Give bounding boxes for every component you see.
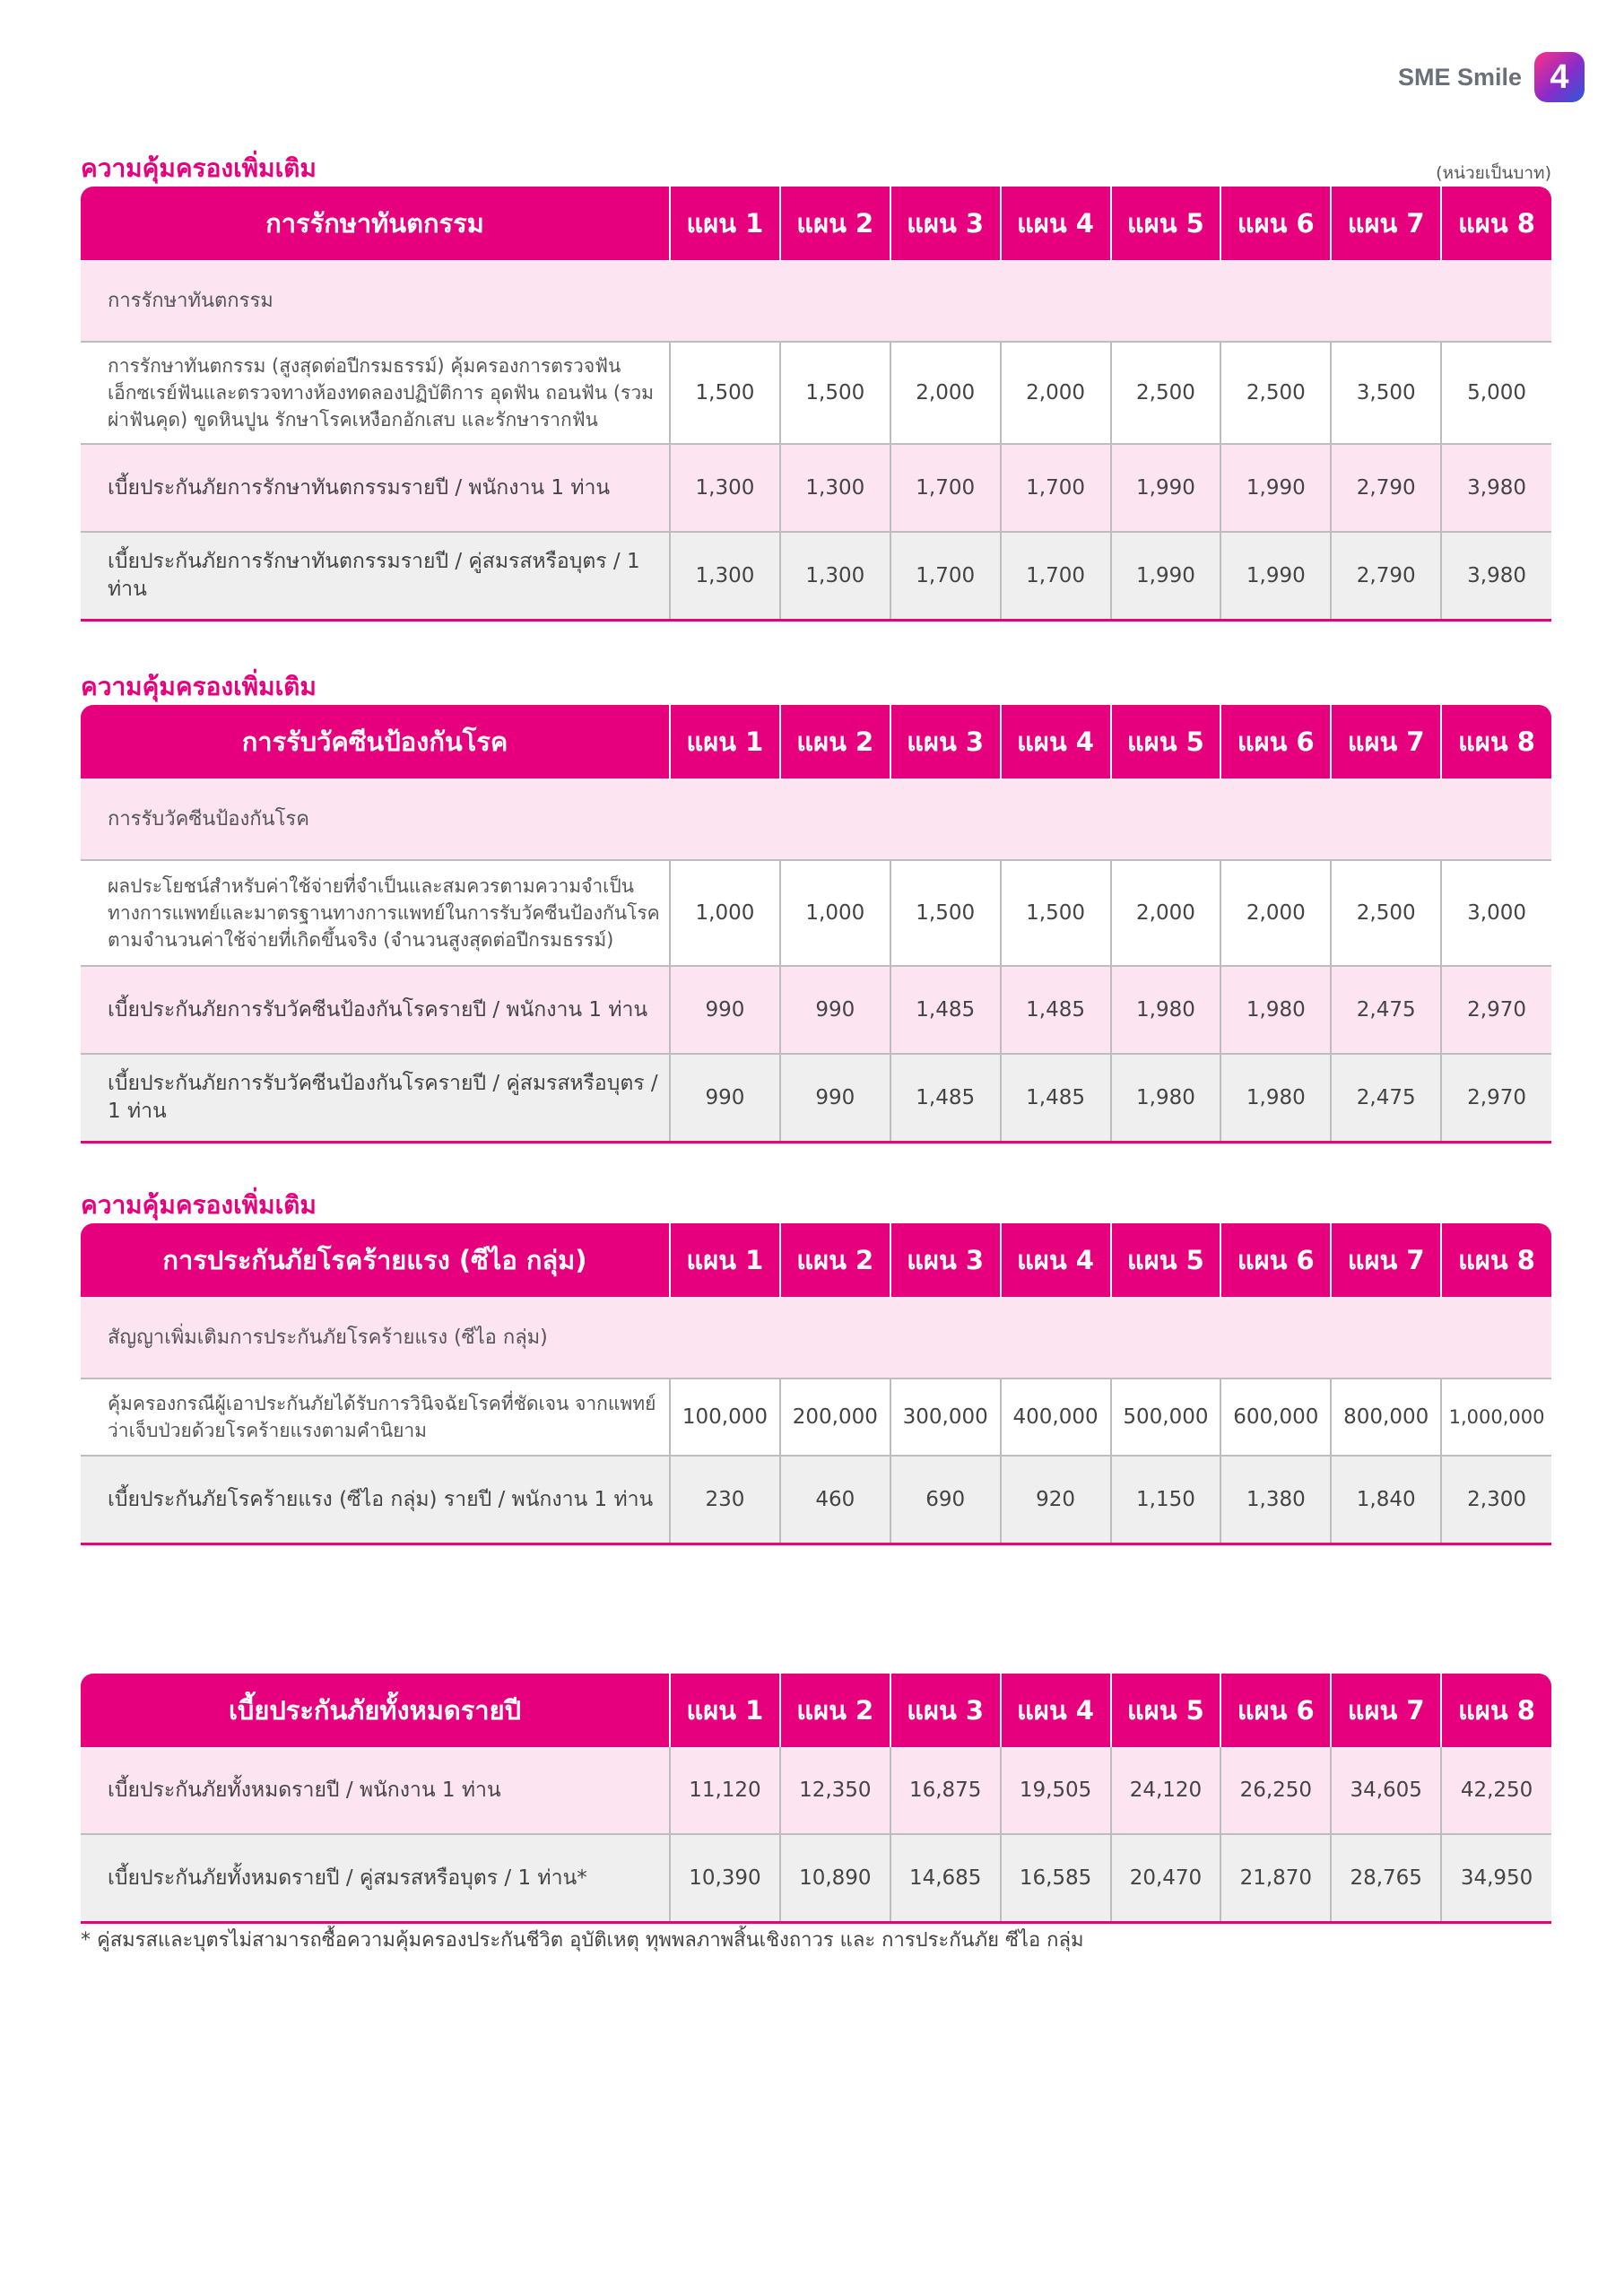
- plan-header: แผน 5: [1111, 1674, 1221, 1747]
- table-cell: 990: [780, 966, 890, 1054]
- table-cell: 2,475: [1331, 1054, 1441, 1143]
- table-cell: 12,350: [780, 1747, 890, 1834]
- plan-header: แผน 4: [1001, 187, 1111, 260]
- table-cell: 20,470: [1111, 1834, 1221, 1923]
- brand-name: SME Smile: [1397, 63, 1522, 91]
- plan-header: แผน 6: [1220, 187, 1331, 260]
- plan-header: แผน 3: [890, 187, 1001, 260]
- premium-family-row: [81, 1054, 1551, 1143]
- plan-header: แผน 8: [1441, 187, 1551, 260]
- plan-header: แผน 2: [780, 187, 890, 260]
- table-cell: 11,120: [670, 1747, 780, 1834]
- table-cell: 1,700: [1001, 444, 1111, 532]
- table-cell: 16,585: [1001, 1834, 1111, 1923]
- table-cell: 1,500: [1001, 860, 1111, 966]
- table-cell: 300,000: [890, 1378, 1001, 1456]
- vaccine-table: [81, 705, 1551, 1144]
- table-cell: 1,700: [890, 444, 1001, 532]
- table-cell: 2,790: [1331, 532, 1441, 621]
- plan-header: แผน 1: [670, 187, 780, 260]
- table-cell: 1,700: [1001, 532, 1111, 621]
- table-cell: 2,500: [1331, 860, 1441, 966]
- table-cell: 2,500: [1220, 342, 1331, 444]
- coverage-label: การรักษาทันตกรรม (สูงสุดต่อปีกรมธรรม์) คุ้มครองการตรวจฟัน เอ็กซเรย์ฟันและตรวจทางห้องทดลองปฏิบัติการ อุดฟัน ถอนฟัน (รวมผ่าฟันคุด) ขูดหินปูน รักษาโรคเหงือกอักเสบ และรักษารากฟัน: [81, 342, 670, 444]
- plan-header: แผน 8: [1441, 1223, 1551, 1297]
- table-cell: 1,840: [1331, 1456, 1441, 1544]
- section-title: ความคุ้มครองเพิ่มเติม: [81, 672, 317, 701]
- premium-label: เบี้ยประกันภัยการรับวัคซีนป้องกันโรครายปี / พนักงาน 1 ท่าน: [81, 966, 670, 1054]
- table-cell: 460: [780, 1456, 890, 1544]
- table-cell: 1,500: [890, 860, 1001, 966]
- table-cell: 21,870: [1220, 1834, 1331, 1923]
- plan-header: แผน 5: [1111, 187, 1221, 260]
- table-cell: 10,390: [670, 1834, 780, 1923]
- footnote: * คู่สมรสและบุตรไม่สามารถซื้อความคุ้มครองประกันชีวิต อุบัติเหตุ ทุพพลภาพสิ้นเชิงถาวร และ การประกันภัย ซีไอ กลุ่ม: [81, 1929, 1084, 1952]
- plan-header: แผน 7: [1331, 1674, 1441, 1747]
- table-cell: 690: [890, 1456, 1001, 1544]
- table-cell: 1,485: [890, 966, 1001, 1054]
- coverage-row: [81, 1378, 1551, 1456]
- table-header-row: [81, 187, 1551, 260]
- table-cell: 2,000: [1001, 342, 1111, 444]
- table-cell: 34,605: [1331, 1747, 1441, 1834]
- plan-header: แผน 3: [890, 1223, 1001, 1297]
- table-cell: 1,000,000: [1441, 1378, 1551, 1456]
- table-cell: 1,000: [670, 860, 780, 966]
- plan-header: แผน 2: [780, 705, 890, 778]
- table-cell: 3,980: [1441, 444, 1551, 532]
- table-cell: 600,000: [1220, 1378, 1331, 1456]
- table-cell: 1,500: [780, 342, 890, 444]
- table-cell: 1,000: [780, 860, 890, 966]
- table-cell: 2,970: [1441, 966, 1551, 1054]
- table-cell: 920: [1001, 1456, 1111, 1544]
- table-cell: 1,980: [1220, 1054, 1331, 1143]
- table-cell: 2,000: [1111, 860, 1221, 966]
- plan-header: แผน 6: [1220, 705, 1331, 778]
- table-cell: 1,380: [1220, 1456, 1331, 1544]
- table-header-row: [81, 1223, 1551, 1297]
- table-cell: 1,150: [1111, 1456, 1221, 1544]
- plan-header: แผน 7: [1331, 1223, 1441, 1297]
- table-cell: 1,700: [890, 532, 1001, 621]
- table-cell: 1,990: [1111, 444, 1221, 532]
- table-cell: 100,000: [670, 1378, 780, 1456]
- dental-table: [81, 187, 1551, 622]
- sub-header-label: การรักษาทันตกรรม: [81, 260, 1551, 342]
- table-cell: 990: [780, 1054, 890, 1143]
- table-cell: 1,485: [1001, 1054, 1111, 1143]
- plan-header: แผน 7: [1331, 187, 1441, 260]
- table-cell: 990: [670, 1054, 780, 1143]
- table-cell: 1,300: [670, 444, 780, 532]
- plan-header: แผน 2: [780, 1674, 890, 1747]
- table-cell: 500,000: [1111, 1378, 1221, 1456]
- premium-employee-row: [81, 966, 1551, 1054]
- plan-header: แผน 6: [1220, 1223, 1331, 1297]
- table-cell: 1,980: [1220, 966, 1331, 1054]
- table-cell: 16,875: [890, 1747, 1001, 1834]
- table-cell: 1,300: [780, 444, 890, 532]
- table-cell: 34,950: [1441, 1834, 1551, 1923]
- table-cell: 1,990: [1111, 532, 1221, 621]
- coverage-label: คุ้มครองกรณีผู้เอาประกันภัยได้รับการวินิจฉัยโรคที่ชัดเจน จากแพทย์ว่าเจ็บป่วยด้วยโรคร้ายแรงตามคำนิยาม: [81, 1378, 670, 1456]
- premium-label: เบี้ยประกันภัยทั้งหมดรายปี / พนักงาน 1 ท่าน: [81, 1747, 670, 1834]
- table-cell: 3,500: [1331, 342, 1441, 444]
- plan-header: แผน 8: [1441, 705, 1551, 778]
- total-premium-section: [81, 1674, 1551, 1924]
- sub-header-label: สัญญาเพิ่มเติมการประกันภัยโรคร้ายแรง (ซีไอ กลุ่ม): [81, 1297, 1551, 1378]
- plan-header: แผน 3: [890, 705, 1001, 778]
- table-cell: 1,980: [1111, 1054, 1221, 1143]
- premium-label: เบี้ยประกันภัยโรคร้ายแรง (ซีไอ กลุ่ม) รายปี / พนักงาน 1 ท่าน: [81, 1456, 670, 1544]
- table-cell: 230: [670, 1456, 780, 1544]
- table-cell: 1,990: [1220, 532, 1331, 621]
- table-cell: 2,000: [1220, 860, 1331, 966]
- premium-label: เบี้ยประกันภัยการรักษาทันตกรรมรายปี / พนักงาน 1 ท่าน: [81, 444, 670, 532]
- premium-label: เบี้ยประกันภัยการรับวัคซีนป้องกันโรครายปี / คู่สมรสหรือบุตร / 1 ท่าน: [81, 1054, 670, 1143]
- premium-family-row: [81, 1834, 1551, 1923]
- plan-header: แผน 6: [1220, 1674, 1331, 1747]
- table-cell: 2,790: [1331, 444, 1441, 532]
- plan-header: แผน 3: [890, 1674, 1001, 1747]
- section-title: ความคุ้มครองเพิ่มเติม: [81, 1190, 317, 1220]
- table-cell: 800,000: [1331, 1378, 1441, 1456]
- section-title: ความคุ้มครองเพิ่มเติม: [81, 153, 317, 183]
- sub-header-row: [81, 1297, 1551, 1378]
- vaccine-section: [81, 669, 1551, 1144]
- premium-employee-row: [81, 444, 1551, 532]
- critical-illness-table: [81, 1223, 1551, 1545]
- table-cell: 1,980: [1111, 966, 1221, 1054]
- plan-header: แผน 5: [1111, 1223, 1221, 1297]
- premium-employee-row: [81, 1747, 1551, 1834]
- sub-header-label: การรับวัคซีนป้องกันโรค: [81, 778, 1551, 860]
- table-cell: 990: [670, 966, 780, 1054]
- plan-header: แผน 1: [670, 1674, 780, 1747]
- coverage-label: ผลประโยชน์สำหรับค่าใช้จ่ายที่จำเป็นและสมควรตามความจำเป็น ทางการแพทย์และมาตรฐานทางการแพทย์ในการรับวัคซีนป้องกันโรค ตามจำนวนค่าใช้จ่ายที่เกิดขึ้นจริง (จำนวนสูงสุดต่อปีกรมธรรม์): [81, 860, 670, 966]
- table-cell: 28,765: [1331, 1834, 1441, 1923]
- plan-header: แผน 1: [670, 1223, 780, 1297]
- table-cell: 42,250: [1441, 1747, 1551, 1834]
- table-cell: 10,890: [780, 1834, 890, 1923]
- unit-note: (หน่วยเป็นบาท): [1436, 163, 1551, 183]
- sub-header-row: [81, 778, 1551, 860]
- table-cell: 2,300: [1441, 1456, 1551, 1544]
- plan-header: แผน 4: [1001, 1223, 1111, 1297]
- table-cell: 3,980: [1441, 532, 1551, 621]
- table-cell: 26,250: [1220, 1747, 1331, 1834]
- plan-header: แผน 1: [670, 705, 780, 778]
- premium-family-row: [81, 532, 1551, 621]
- table-cell: 2,475: [1331, 966, 1441, 1054]
- table-header-title: เบี้ยประกันภัยทั้งหมดรายปี: [81, 1674, 670, 1747]
- table-header-title: การประกันภัยโรคร้ายแรง (ซีไอ กลุ่ม): [81, 1223, 670, 1297]
- plan-header: แผน 2: [780, 1223, 890, 1297]
- table-cell: 19,505: [1001, 1747, 1111, 1834]
- premium-employee-row: [81, 1456, 1551, 1544]
- table-cell: 2,500: [1111, 342, 1221, 444]
- table-cell: 200,000: [780, 1378, 890, 1456]
- dental-section: [81, 151, 1551, 622]
- table-cell: 1,300: [670, 532, 780, 621]
- coverage-row: [81, 860, 1551, 966]
- plan-header: แผน 8: [1441, 1674, 1551, 1747]
- table-cell: 3,000: [1441, 860, 1551, 966]
- plan-header: แผน 4: [1001, 1674, 1111, 1747]
- plan-header: แผน 5: [1111, 705, 1221, 778]
- plan-header: แผน 4: [1001, 705, 1111, 778]
- plan-header: แผน 7: [1331, 705, 1441, 778]
- table-header-title: การรับวัคซีนป้องกันโรค: [81, 705, 670, 778]
- table-cell: 1,485: [1001, 966, 1111, 1054]
- total-premium-table: [81, 1674, 1551, 1924]
- table-header-title: การรักษาทันตกรรม: [81, 187, 670, 260]
- critical-illness-section: [81, 1187, 1551, 1545]
- table-header-row: [81, 1674, 1551, 1747]
- table-cell: 1,500: [670, 342, 780, 444]
- table-cell: 1,990: [1220, 444, 1331, 532]
- table-header-row: [81, 705, 1551, 778]
- brand-header: [1398, 52, 1585, 102]
- table-cell: 1,485: [890, 1054, 1001, 1143]
- table-cell: 1,300: [780, 532, 890, 621]
- brand-badge: 4: [1534, 52, 1585, 102]
- table-cell: 24,120: [1111, 1747, 1221, 1834]
- premium-label: เบี้ยประกันภัยการรักษาทันตกรรมรายปี / คู่สมรสหรือบุตร / 1 ท่าน: [81, 532, 670, 621]
- table-cell: 5,000: [1441, 342, 1551, 444]
- sub-header-row: [81, 260, 1551, 342]
- premium-label: เบี้ยประกันภัยทั้งหมดรายปี / คู่สมรสหรือบุตร / 1 ท่าน*: [81, 1834, 670, 1923]
- table-cell: 400,000: [1001, 1378, 1111, 1456]
- table-cell: 2,970: [1441, 1054, 1551, 1143]
- table-cell: 14,685: [890, 1834, 1001, 1923]
- coverage-row: [81, 342, 1551, 444]
- table-cell: 2,000: [890, 342, 1001, 444]
